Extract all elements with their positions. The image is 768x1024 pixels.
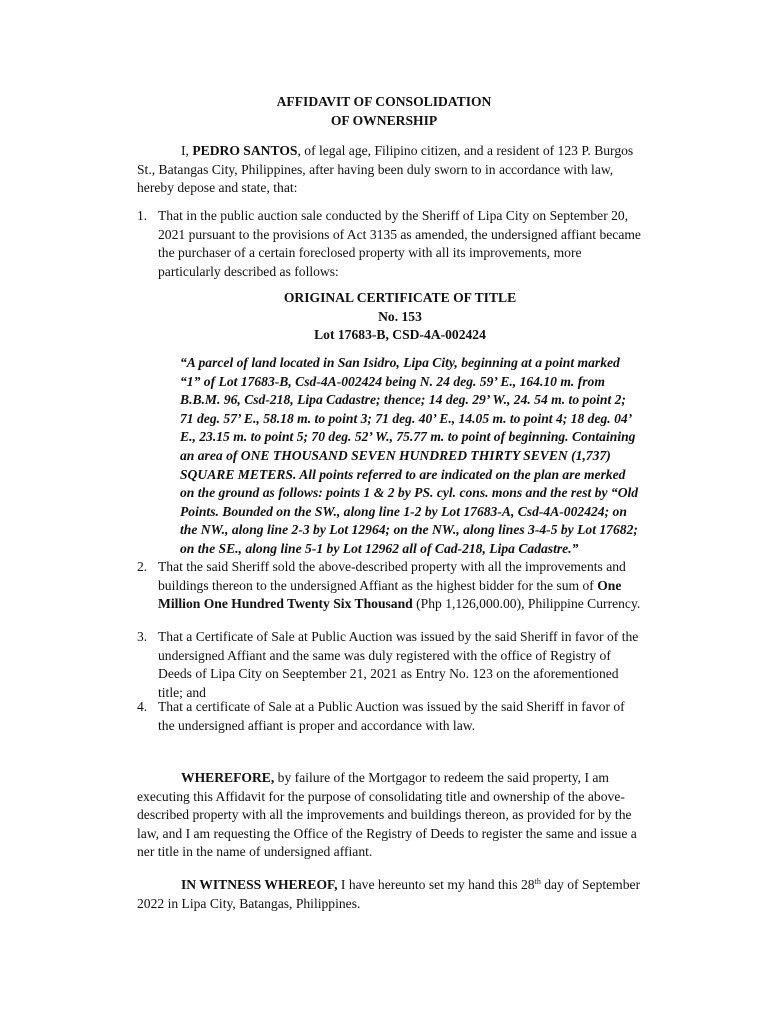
item-2-amount-words: One Million One Hundred Twenty Six Thousand <box>158 577 622 612</box>
intro-prefix: I, <box>181 143 193 158</box>
item-2-text-after: (Php 1,126,000.00), Philippine Currency. <box>412 596 641 612</box>
item-4-text: That a certificate of Sale at a Public Auction was issued by the said Sheriff in favor of the undersigned affiant is proper and accordance with law. <box>158 699 625 733</box>
document-title <box>0 93 768 130</box>
item-4 <box>137 698 642 735</box>
witness-text-before: I have hereunto set my hand this 28 <box>337 877 535 892</box>
item-3 <box>137 628 642 702</box>
witness-text-after: day of September 2022 in Lipa City, Batangas, Philippines. <box>137 877 641 911</box>
wherefore-text: by failure of the Mortgagor to redeem the said property, I am executing this Affidavit for the purpose of consolidating title and ownership of the above-described property with all the improvements and buildings thereon, as provided for by the law, and I am requesting the Office of the Registry of Deeds to register the same and issue a ner title in the name of undersigned affiant. <box>137 770 637 860</box>
certificate-number: No. 153 <box>378 308 422 324</box>
certificate-title: ORIGINAL CERTIFICATE OF TITLE <box>283 290 517 305</box>
intro-rest: , of legal age, Filipino citizen, and a resident of 123 P. Burgos St., Batangas City, Philippines, after having been duly sworn to in accordance with law, hereby depose and state, that: <box>137 143 634 196</box>
certificate-heading <box>158 289 642 345</box>
item-3-text: That a Certificate of Sale at Public Auction was issued by the said Sheriff in favor of the undersigned Affiant and the same was duly registered with the office of Registry of Deeds of Lipa City on Seeptember 21, 2021 as Entry No. 123 on the aforementioned title; and <box>158 629 639 700</box>
wherefore-paragraph <box>137 769 642 862</box>
item-1-text: That in the public auction sale conducted by the Sheriff of Lipa City on September 20, 2021 pursuant to the provisions of Act 3135 as amended, the undersigned affiant became the purchaser of a certain foreclosed property with all its improvements, more particularly described as follows: <box>158 208 641 279</box>
wherefore-lead: WHEREFORE, <box>181 770 275 785</box>
certificate-lot: Lot 17683-B, CSD-4A-002424 <box>314 327 486 343</box>
affiant-name: PEDRO SANTOS <box>192 143 298 158</box>
item-4-number: 4. <box>137 699 148 714</box>
item-2-text-before: That the said Sheriff sold the above-described property with all the improvements and buildings thereon to the undersigned Affiant as the highest bidder for the sum of <box>158 559 626 593</box>
item-2-number: 2. <box>137 559 148 574</box>
item-1-number: 1. <box>137 208 148 223</box>
witness-paragraph <box>137 876 642 913</box>
witness-lead: IN WITNESS WHEREOF, <box>181 877 338 892</box>
day-superscript: th <box>534 877 541 886</box>
technical-description: “A parcel of land located in San Isidro, Lipa City, beginning at a point marked “1” of Lot 17683-B, Csd-4A-002424 being N. 24 deg. 59’ E., 164.10 m. from B.B.M. 96, Csd-218, Lipa Cadastre; thence; 14 deg. 29’ W., 24. 54 m. to point 2; 71 deg. 57’ E., 58.18 m. to point 3; 71 deg. 40’ E., 14.05 m. to point 4; 18 deg. 04’ E., 23.15 m. to point 5; 70 deg. 52’ W., 75.77 m. to point of beginning. Containing an area of ONE THOUSAND SEVEN HUNDRED THIRTY SEVEN (1,737) SQUARE METERS. All points referred to are indicated on the plan are merked on the ground as follows: points 1 & 2 by PS. cyl. cons. mons and the rest by “Old Points. Bounded on the SW., along line 1-2 by Lot 17683-A, Csd-4A-002424; on the NW., along line 2-3 by Lot 12964; on the NW., along lines 3-4-5 by Lot 17682; on the SE., along line 5-1 by Lot 12962 all of Cad-218, Lipa Cadastre.” <box>180 355 639 556</box>
intro-paragraph <box>137 142 642 198</box>
title-line-1: AFFIDAVIT OF CONSOLIDATION <box>276 94 492 109</box>
item-1 <box>137 207 642 281</box>
item-3-number: 3. <box>137 629 148 644</box>
item-2 <box>137 558 642 614</box>
title-line-2: OF OWNERSHIP <box>330 112 438 128</box>
